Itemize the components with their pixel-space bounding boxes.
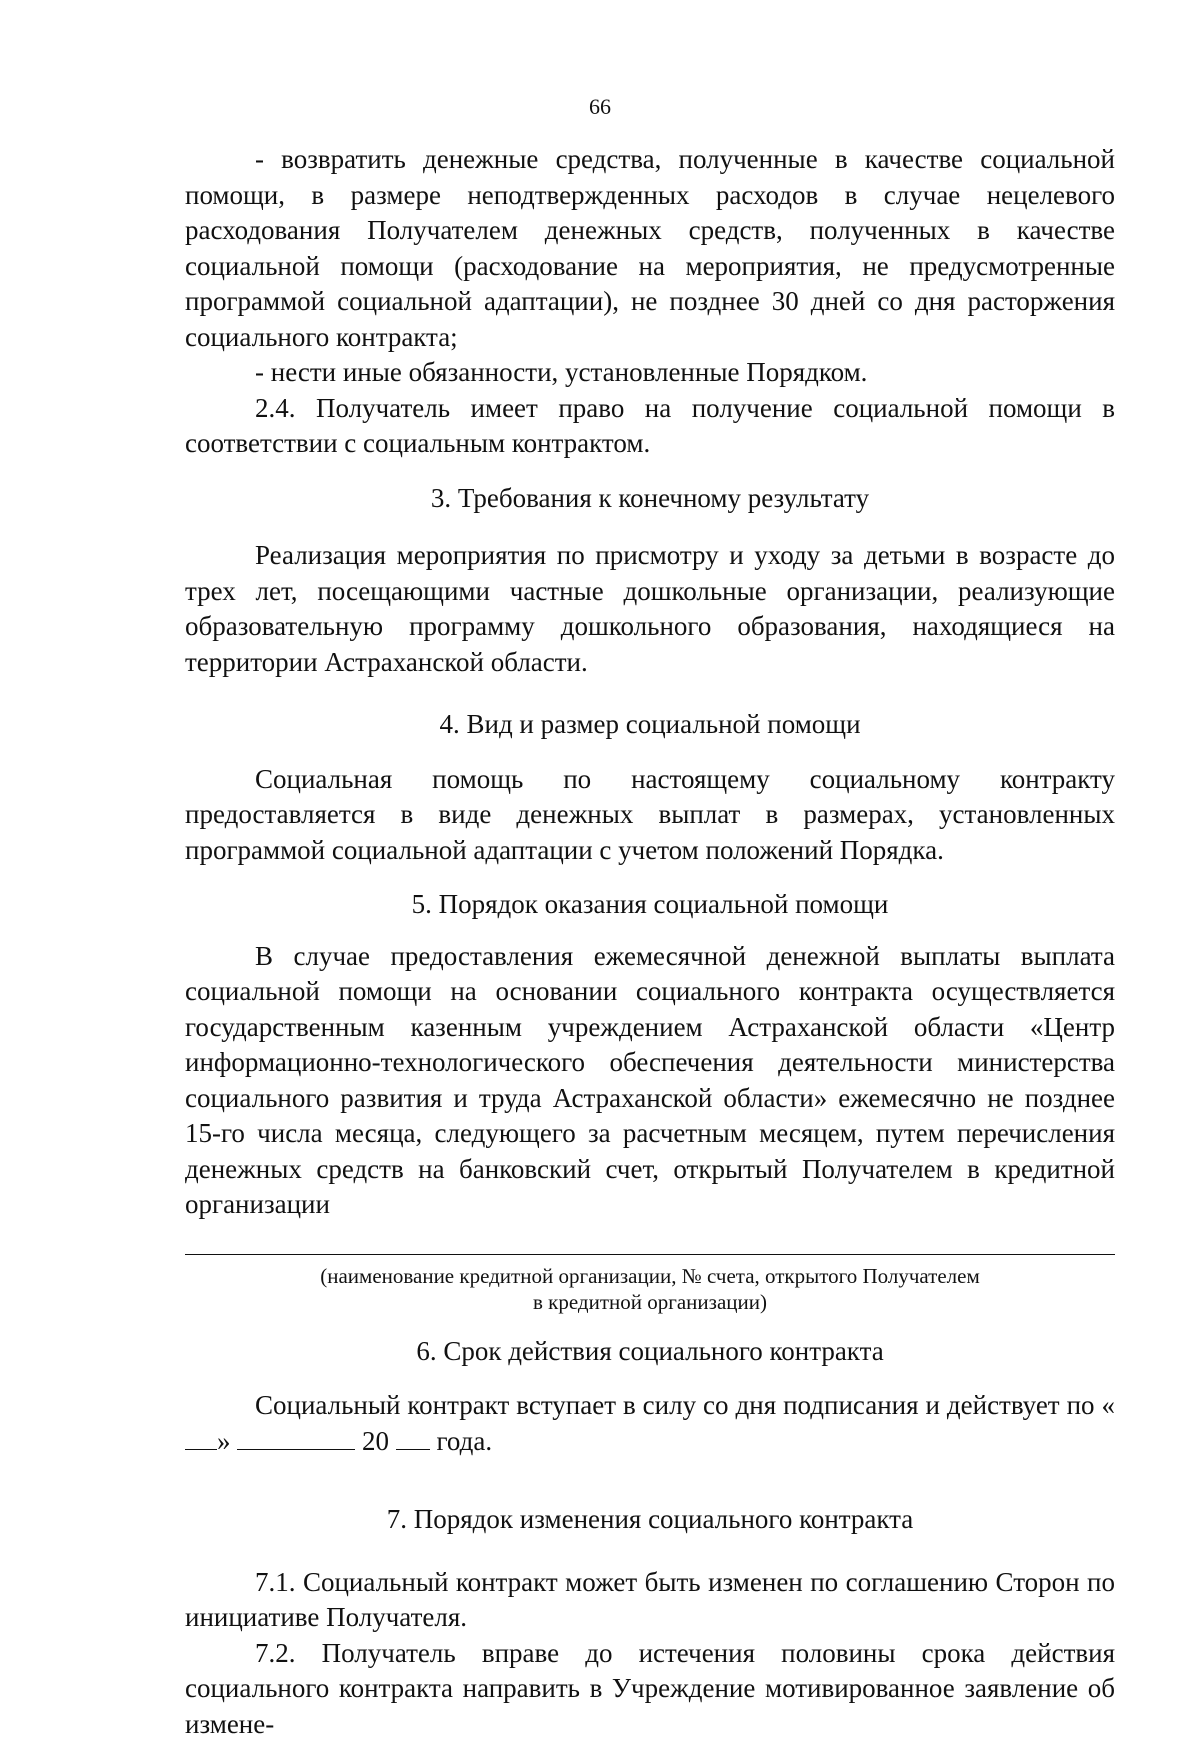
document-body <box>185 142 1115 1742</box>
paragraph: - нести иные обязанности, установленные Порядком. <box>185 355 1115 391</box>
month-blank <box>237 1427 355 1450</box>
section-4-heading: 4. Вид и размер социальной помощи <box>185 707 1115 743</box>
underline-rule <box>185 1254 1115 1255</box>
page-number: 66 <box>0 94 1200 120</box>
section-3-text: Реализация мероприятия по присмотру и уходу за детьми в возрасте до трех лет, посещающими частные дошкольные организации, реализующие образовательную программу дошкольного образования, находящиеся на территории Астраханской области. <box>185 538 1115 680</box>
section-4-text: Социальная помощь по настоящему социальному контракту предоставляется в виде денежных выплат в размерах, установленных программой социальной адаптации с учетом положений Порядка. <box>185 762 1115 869</box>
paragraph: - возвратить денежные средства, полученные в качестве социальной помощи, в размере неподтвержденных расходов в случае нецелевого расходования Получателем денежных средств, полученных в качестве социальной помощи (расходование на мероприятия, не предусмотренные программой социальной адаптации), не позднее 30 дней со дня расторжения социального контракта; <box>185 142 1115 355</box>
fill-in-line <box>185 1233 1115 1263</box>
section-3-heading: 3. Требования к конечному результату <box>185 481 1115 517</box>
term-text-end: года. <box>437 1426 493 1456</box>
bank-caption-line-2: в кредитной организации) <box>185 1289 1115 1315</box>
section-7-heading: 7. Порядок изменения социального контракта <box>185 1502 1115 1538</box>
section-7-paragraph-1: 7.1. Социальный контракт может быть изменен по соглашению Сторон по инициативе Получателя. <box>185 1565 1115 1636</box>
section-7-paragraph-2: 7.2. Получатель вправе до истечения половины срока действия социального контракта направить в Учреждение мотивированное заявление об измене- <box>185 1636 1115 1742</box>
day-blank <box>185 1427 217 1450</box>
section-5-heading: 5. Порядок оказания социальной помощи <box>185 887 1115 923</box>
year-blank <box>396 1427 430 1450</box>
section-6-text <box>185 1388 1115 1459</box>
term-quote-close: » <box>217 1426 231 1456</box>
section-5-text: В случае предоставления ежемесячной денежной выплаты выплата социальной помощи на основании социального контракта осуществляется государственным казенным учреждением Астраханской области «Центр информационно-технологического обеспечения деятельности министерства социального развития и труда Астраханской области» ежемесячно не позднее 15-го числа месяца, следующего за расчетным месяцем, путем перечисления денежных средств на банковский счет, открытый Получателем в кредитной организации <box>185 939 1115 1223</box>
paragraph: 2.4. Получатель имеет право на получение социальной помощи в соответствии с социальным контрактом. <box>185 391 1115 462</box>
bank-caption-line-1: (наименование кредитной организации, № счета, открытого Получателем <box>185 1263 1115 1289</box>
section-6-heading: 6. Срок действия социального контракта <box>185 1334 1115 1370</box>
term-text-start: Социальный контракт вступает в силу со дня подписания и действует по « <box>255 1390 1115 1420</box>
term-year-prefix: 20 <box>362 1426 389 1456</box>
